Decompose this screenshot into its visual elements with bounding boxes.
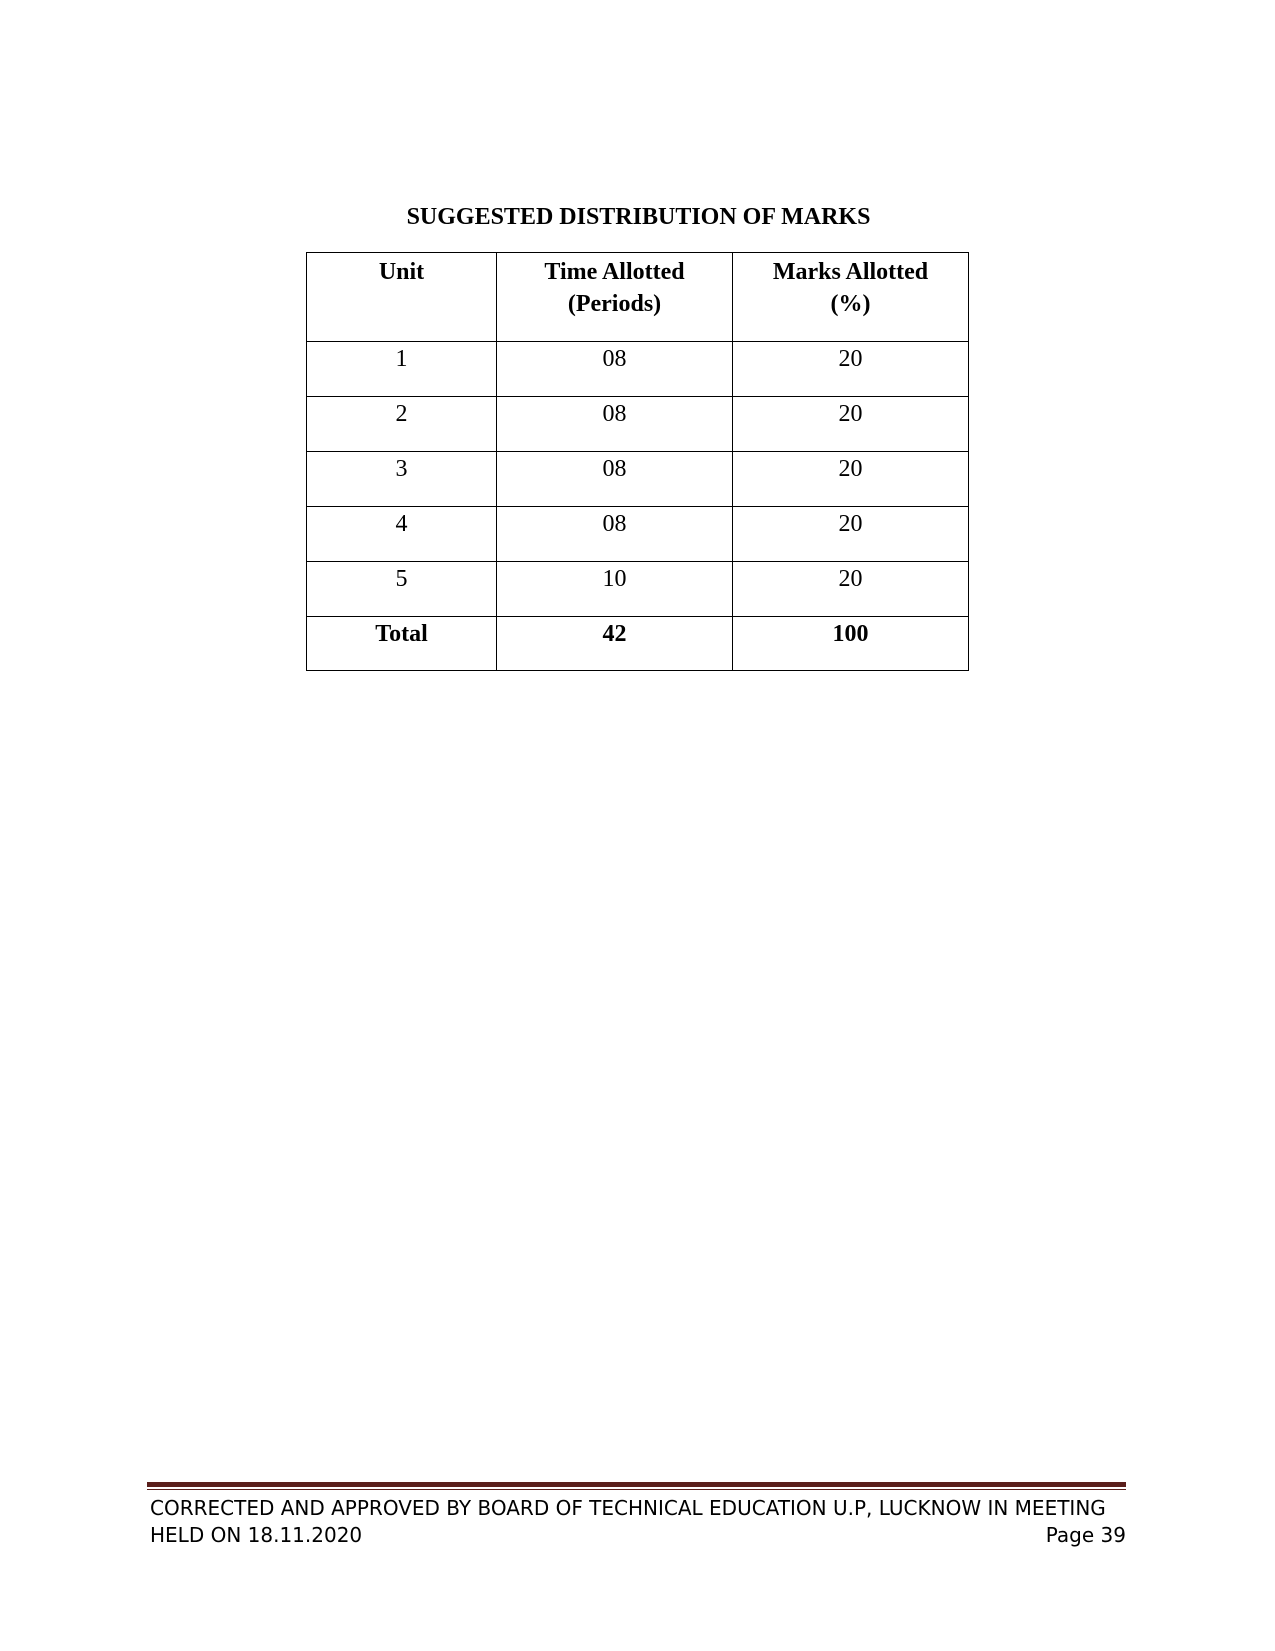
cell-unit: 1	[307, 342, 497, 397]
footer-rule	[147, 1482, 1126, 1487]
cell-unit: 3	[307, 452, 497, 507]
total-label: Total	[307, 617, 497, 671]
cell-unit: 4	[307, 507, 497, 562]
page-footer	[150, 1495, 1126, 1549]
cell-marks: 20	[733, 507, 969, 562]
header-unit	[307, 253, 497, 342]
header-time-unit: (Periods)	[567, 291, 662, 317]
cell-time: 08	[497, 507, 733, 562]
header-time-label: Time Allotted	[544, 259, 685, 285]
header-marks-unit: (%)	[830, 291, 871, 317]
footer-line-1: CORRECTED AND APPROVED BY BOARD OF TECHNICAL EDUCATION U.P, LUCKNOW IN MEETING	[150, 1496, 1106, 1520]
table-row	[307, 342, 969, 397]
footer-line-2: HELD ON 18.11.2020	[150, 1523, 363, 1547]
marks-distribution-table	[306, 252, 969, 671]
footer-line-2-row	[150, 1522, 1126, 1549]
cell-unit: 2	[307, 397, 497, 452]
cell-time: 08	[497, 452, 733, 507]
table-row	[307, 397, 969, 452]
marks-table-container	[306, 252, 969, 671]
header-unit-label: Unit	[378, 259, 425, 285]
table-total-row	[307, 617, 969, 671]
table-header-row	[307, 253, 969, 342]
header-marks-allotted	[733, 253, 969, 342]
header-time-allotted	[497, 253, 733, 342]
cell-marks: 20	[733, 562, 969, 617]
table-row	[307, 507, 969, 562]
cell-time: 10	[497, 562, 733, 617]
header-marks-label: Marks Allotted	[772, 259, 929, 285]
cell-marks: 20	[733, 452, 969, 507]
cell-marks: 20	[733, 397, 969, 452]
total-marks: 100	[733, 617, 969, 671]
cell-time: 08	[497, 342, 733, 397]
total-time: 42	[497, 617, 733, 671]
cell-unit: 5	[307, 562, 497, 617]
table-row	[307, 452, 969, 507]
cell-marks: 20	[733, 342, 969, 397]
footer-rule-thin	[147, 1489, 1126, 1490]
cell-time: 08	[497, 397, 733, 452]
document-title: SUGGESTED DISTRIBUTION OF MARKS	[406, 204, 871, 230]
page-number: Page 39	[1045, 1523, 1126, 1547]
table-row	[307, 562, 969, 617]
